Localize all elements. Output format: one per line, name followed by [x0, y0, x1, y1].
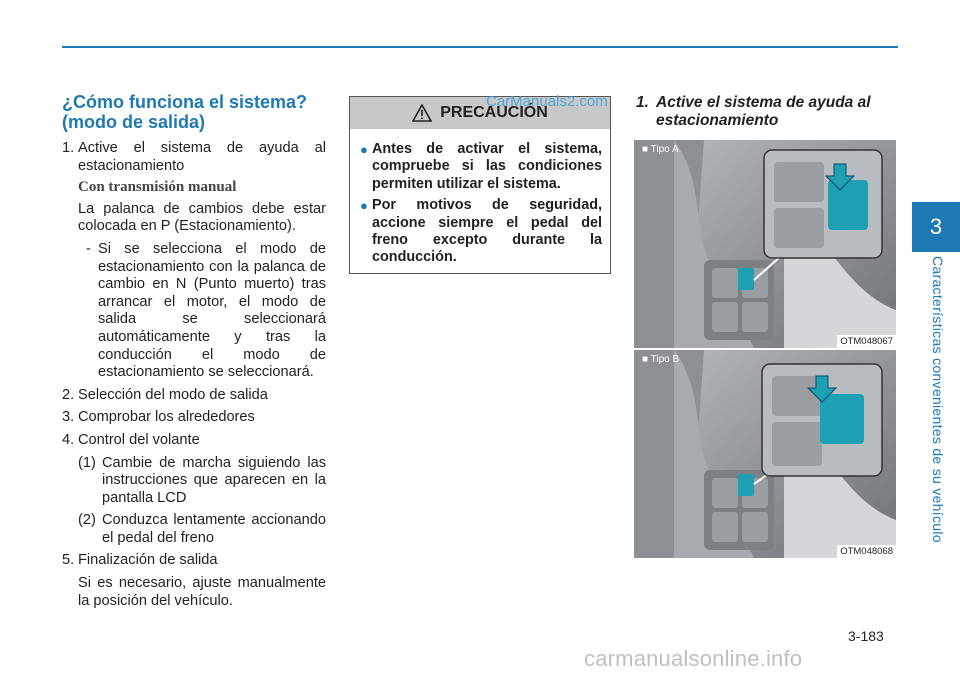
bullet-icon: ● — [360, 198, 368, 214]
left-column — [62, 92, 326, 610]
figure-b-code: OTM048068 — [837, 545, 896, 558]
page-number: 3-183 — [848, 628, 884, 644]
step-2-text: Selección del modo de salida — [78, 386, 268, 403]
step-4-sub-1 — [62, 455, 326, 508]
warning-triangle-icon — [412, 104, 432, 122]
figure-heading-number: 1. — [636, 94, 649, 111]
step-4-sub-2-text: Conduzca lentamente accionando el pedal del freno — [102, 512, 326, 546]
step-5-paragraph: Si es necesario, ajuste manualmente la posición del vehículo. — [78, 575, 326, 609]
step-4 — [62, 432, 326, 450]
shift-lever-paragraph: La palanca de cambios debe estar colocada en P (Estacionamiento). — [78, 200, 326, 235]
step-4-sub-1-number: (1) — [78, 454, 96, 471]
exit-mode-note-text: Si se selecciona el modo de estacionamiento con la palanca de cambio en N (Punto muerto) tras arrancar el motor, el modo de salida se seleccionará automáticamente y tras la conducción el modo de estacionamiento se seleccionará. — [98, 240, 326, 381]
figure-heading-line-1: Active el sistema de ayuda al — [656, 94, 871, 111]
figure-b-type-label: ■ Tipo B — [642, 354, 680, 365]
watermark-overlay: CarManuals2.com — [486, 93, 608, 110]
caution-item-text: Por motivos de seguridad, accione siempre el pedal del freno excepto durante la conducción. — [372, 197, 602, 266]
console-illustration-a — [634, 140, 896, 348]
step-4-sub-1-text: Cambie de marcha siguiendo las instrucciones que aparecen en la pantalla LCD — [102, 454, 326, 506]
figure-heading-line-2: estacionamiento — [656, 112, 779, 129]
caution-list — [350, 141, 610, 267]
section-heading: ¿Cómo funciona el sistema? (modo de salida) — [62, 92, 308, 132]
step-4-sub-2 — [62, 512, 326, 547]
step-4-sub-2-number: (2) — [78, 512, 96, 529]
caution-item — [360, 141, 602, 193]
manual-transmission-subheading: Con transmisión manual — [78, 179, 237, 196]
caution-title: PRECAUCIÓN — [440, 104, 548, 121]
step-2 — [62, 387, 326, 405]
figure-type-b — [634, 350, 896, 558]
step-1-number: 1. — [62, 140, 75, 156]
step-4-text: Control del volante — [78, 431, 200, 448]
chapter-side-title: Características convenientes de su vehículo — [930, 256, 946, 543]
dash-marker: - — [86, 240, 91, 257]
step-3-number: 3. — [62, 409, 75, 426]
step-2-number: 2. — [62, 386, 75, 403]
step-1-text: Active el sistema de ayuda al estacionamiento — [78, 140, 326, 174]
exit-mode-note — [62, 241, 326, 382]
step-5-number: 5. — [62, 552, 75, 569]
chapter-number-tab: 3 — [912, 202, 960, 252]
figure-heading — [636, 94, 896, 130]
step-1 — [62, 140, 326, 175]
figure-a-code: OTM048067 — [837, 335, 896, 348]
caution-item-text: Antes de activar el sistema, compruebe si las condiciones permiten utilizar el sistema. — [372, 141, 602, 192]
console-illustration-b — [634, 350, 896, 558]
step-5 — [62, 552, 326, 570]
caution-box — [349, 96, 611, 274]
footer-watermark: carmanualsonline.info — [584, 646, 803, 671]
top-rule — [62, 46, 898, 48]
step-4-number: 4. — [62, 431, 75, 448]
caution-item — [360, 197, 602, 267]
step-5-text: Finalización de salida — [78, 552, 218, 569]
figure-type-a — [634, 140, 896, 348]
step-3-text: Comprobar los alrededores — [78, 409, 255, 426]
figure-a-type-label: ■ Tipo A — [642, 144, 679, 155]
bullet-icon: ● — [360, 142, 368, 157]
step-3 — [62, 409, 326, 427]
